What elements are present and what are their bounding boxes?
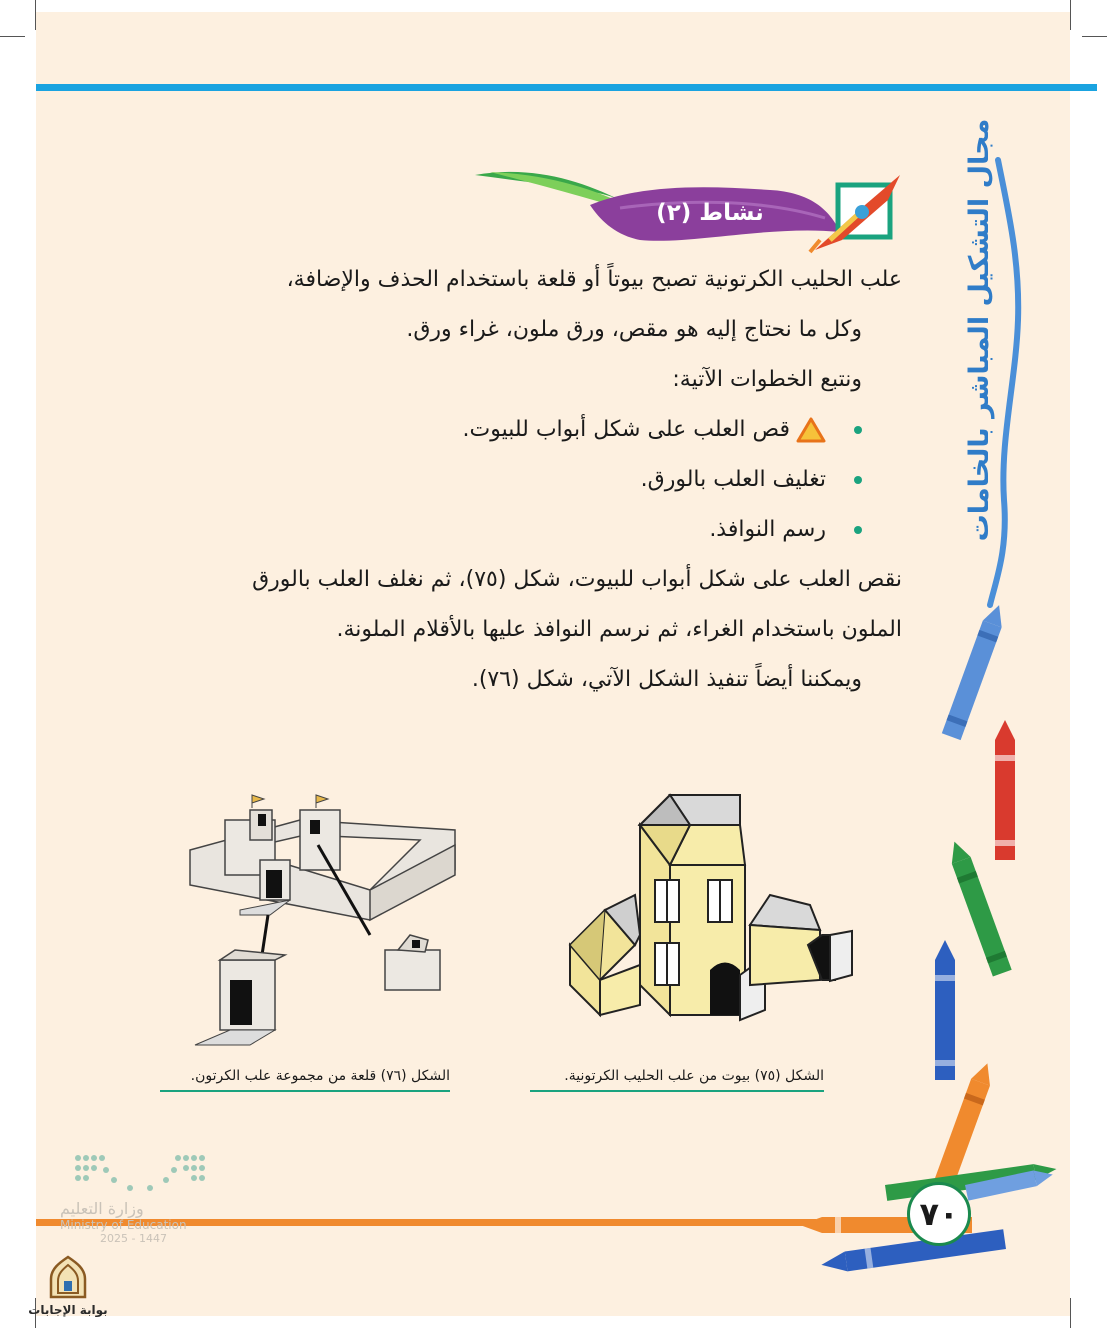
crop-mark [0, 36, 25, 37]
step-text: تغليف العلب بالورق. [640, 467, 826, 492]
warning-triangle-icon [796, 417, 826, 443]
site-logo[interactable] [28, 1255, 108, 1325]
step-item [142, 405, 902, 455]
crop-mark [1082, 36, 1107, 37]
step-item [142, 455, 902, 505]
top-rule [36, 84, 1097, 91]
body-line-3: ويمكننا أيضاً تنفيذ الشكل الآتي، شكل (٧٦). [471, 667, 862, 692]
site-name: بوابة الإجابات [28, 1303, 108, 1317]
page-number: ٧٠ [907, 1182, 971, 1246]
ministry-arabic: وزارة التعليم [60, 1199, 144, 1218]
activity-label: نشاط (٢) [656, 200, 764, 226]
ministry-watermark [60, 1150, 210, 1245]
figure-76-castle [180, 790, 470, 1060]
paragraph-2: وكل ما نحتاج إليه هو مقص، ورق ملون، غراء ورق. [406, 317, 862, 342]
step-text: رسم النوافذ. [709, 517, 826, 542]
bullet-dot [854, 476, 862, 484]
body-line-2: الملون باستخدام الغراء، ثم نرسم النوافذ عليها بالأقلام الملونة. [336, 617, 902, 642]
step-text: قص العلب على شكل أبواب للبيوت. [462, 417, 790, 442]
bullet-dot [854, 426, 862, 434]
body-line-1: نقص العلب على شكل أبواب للبيوت، شكل (٧٥)، ثم نغلف العلب بالورق [252, 567, 902, 592]
figure-76-caption: الشكل (٧٦) قلعة من مجموعة علب الكرتون. [160, 1068, 450, 1092]
side-title: مجال التشكيل المباشر بالخامات [964, 118, 995, 542]
step-item [142, 505, 902, 555]
paragraph-1: علب الحليب الكرتونية تصبح بيوتاً أو قلعة باستخدام الحذف والإضافة، [286, 267, 902, 292]
crop-mark [35, 0, 36, 30]
crop-mark [1070, 0, 1071, 30]
ministry-english: Ministry of Education [60, 1218, 187, 1232]
lantern-icon [47, 1255, 89, 1299]
ministry-logo-icon [70, 1150, 210, 1195]
crop-mark [1070, 1298, 1071, 1328]
figure-75-caption: الشكل (٧٥) بيوت من علب الحليب الكرتونية. [530, 1068, 824, 1092]
paragraph-3: ونتبع الخطوات الآتية: [672, 367, 862, 392]
bullet-dot [854, 526, 862, 534]
ministry-year: 2025 - 1447 [100, 1232, 167, 1245]
